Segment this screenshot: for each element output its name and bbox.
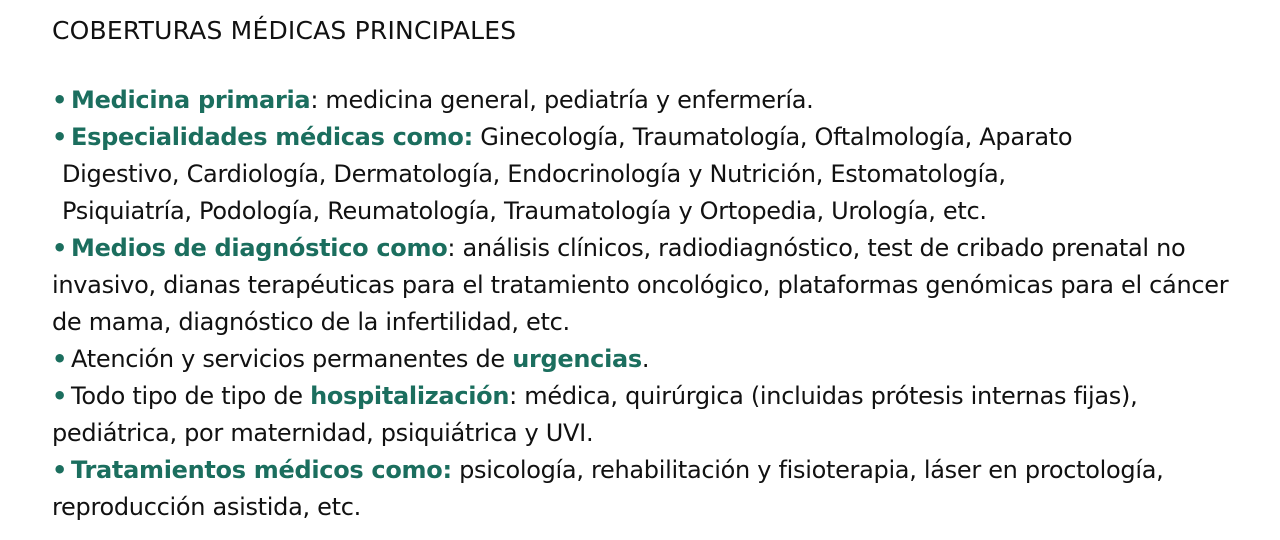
item-text: : medicina general, pediatría y enfermería. xyxy=(310,86,814,114)
bullet-icon: • xyxy=(52,456,68,484)
item-highlight: Medios de diagnóstico como xyxy=(71,234,448,262)
item-text-post: . xyxy=(641,345,650,373)
list-item-especialidades xyxy=(52,119,1262,230)
page-title: COBERTURAS MÉDICAS PRINCIPALES xyxy=(52,16,517,45)
bullet-icon: • xyxy=(52,234,68,262)
item-highlight: urgencias xyxy=(512,345,642,373)
item-text-pre: Atención y servicios permanentes de xyxy=(71,345,513,373)
list-item-tratamientos xyxy=(52,452,1262,526)
coverage-list xyxy=(52,82,1262,526)
list-item-diagnostico xyxy=(52,230,1262,341)
bullet-icon: • xyxy=(52,86,68,114)
item-text-post: : médica, quirúrgica (incluidas prótesis internas fijas), pediátrica, por maternidad, psiquiátrica y UVI. xyxy=(52,382,1138,447)
item-text: psicología, rehabilitación y fisioterapia, láser en proctología, reproducción asistida, etc. xyxy=(52,456,1164,521)
item-text: : análisis clínicos, radiodiagnóstico, test de cribado prenatal no invasivo, dianas terapéuticas para el tratamiento oncológico, plataformas genómicas para el cáncer de mama, diagnóstico de la infertilidad, etc. xyxy=(52,234,1229,336)
bullet-icon: • xyxy=(52,382,68,410)
item-text-line-3: Psiquiatría, Podología, Reumatología, Traumatología y Ortopedia, Urología, etc. xyxy=(62,197,987,225)
list-item-urgencias xyxy=(52,341,1262,378)
item-highlight: Medicina primaria xyxy=(71,86,311,114)
document-page xyxy=(52,14,1262,526)
item-highlight: Tratamientos médicos como: xyxy=(71,456,452,484)
bullet-icon: • xyxy=(52,345,68,373)
list-item-hospitalizacion xyxy=(52,378,1262,452)
list-item-medicina-primaria xyxy=(52,82,1262,119)
item-text-pre: Todo tipo de tipo de xyxy=(71,382,311,410)
item-text-line-2: Digestivo, Cardiología, Dermatología, Endocrinología y Nutrición, Estomatología, xyxy=(62,160,1006,188)
item-highlight: hospitalización xyxy=(310,382,510,410)
item-text-line-1: Ginecología, Traumatología, Oftalmología, Aparato xyxy=(472,123,1073,151)
bullet-icon: • xyxy=(52,123,68,151)
item-highlight: Especialidades médicas como: xyxy=(71,123,473,151)
